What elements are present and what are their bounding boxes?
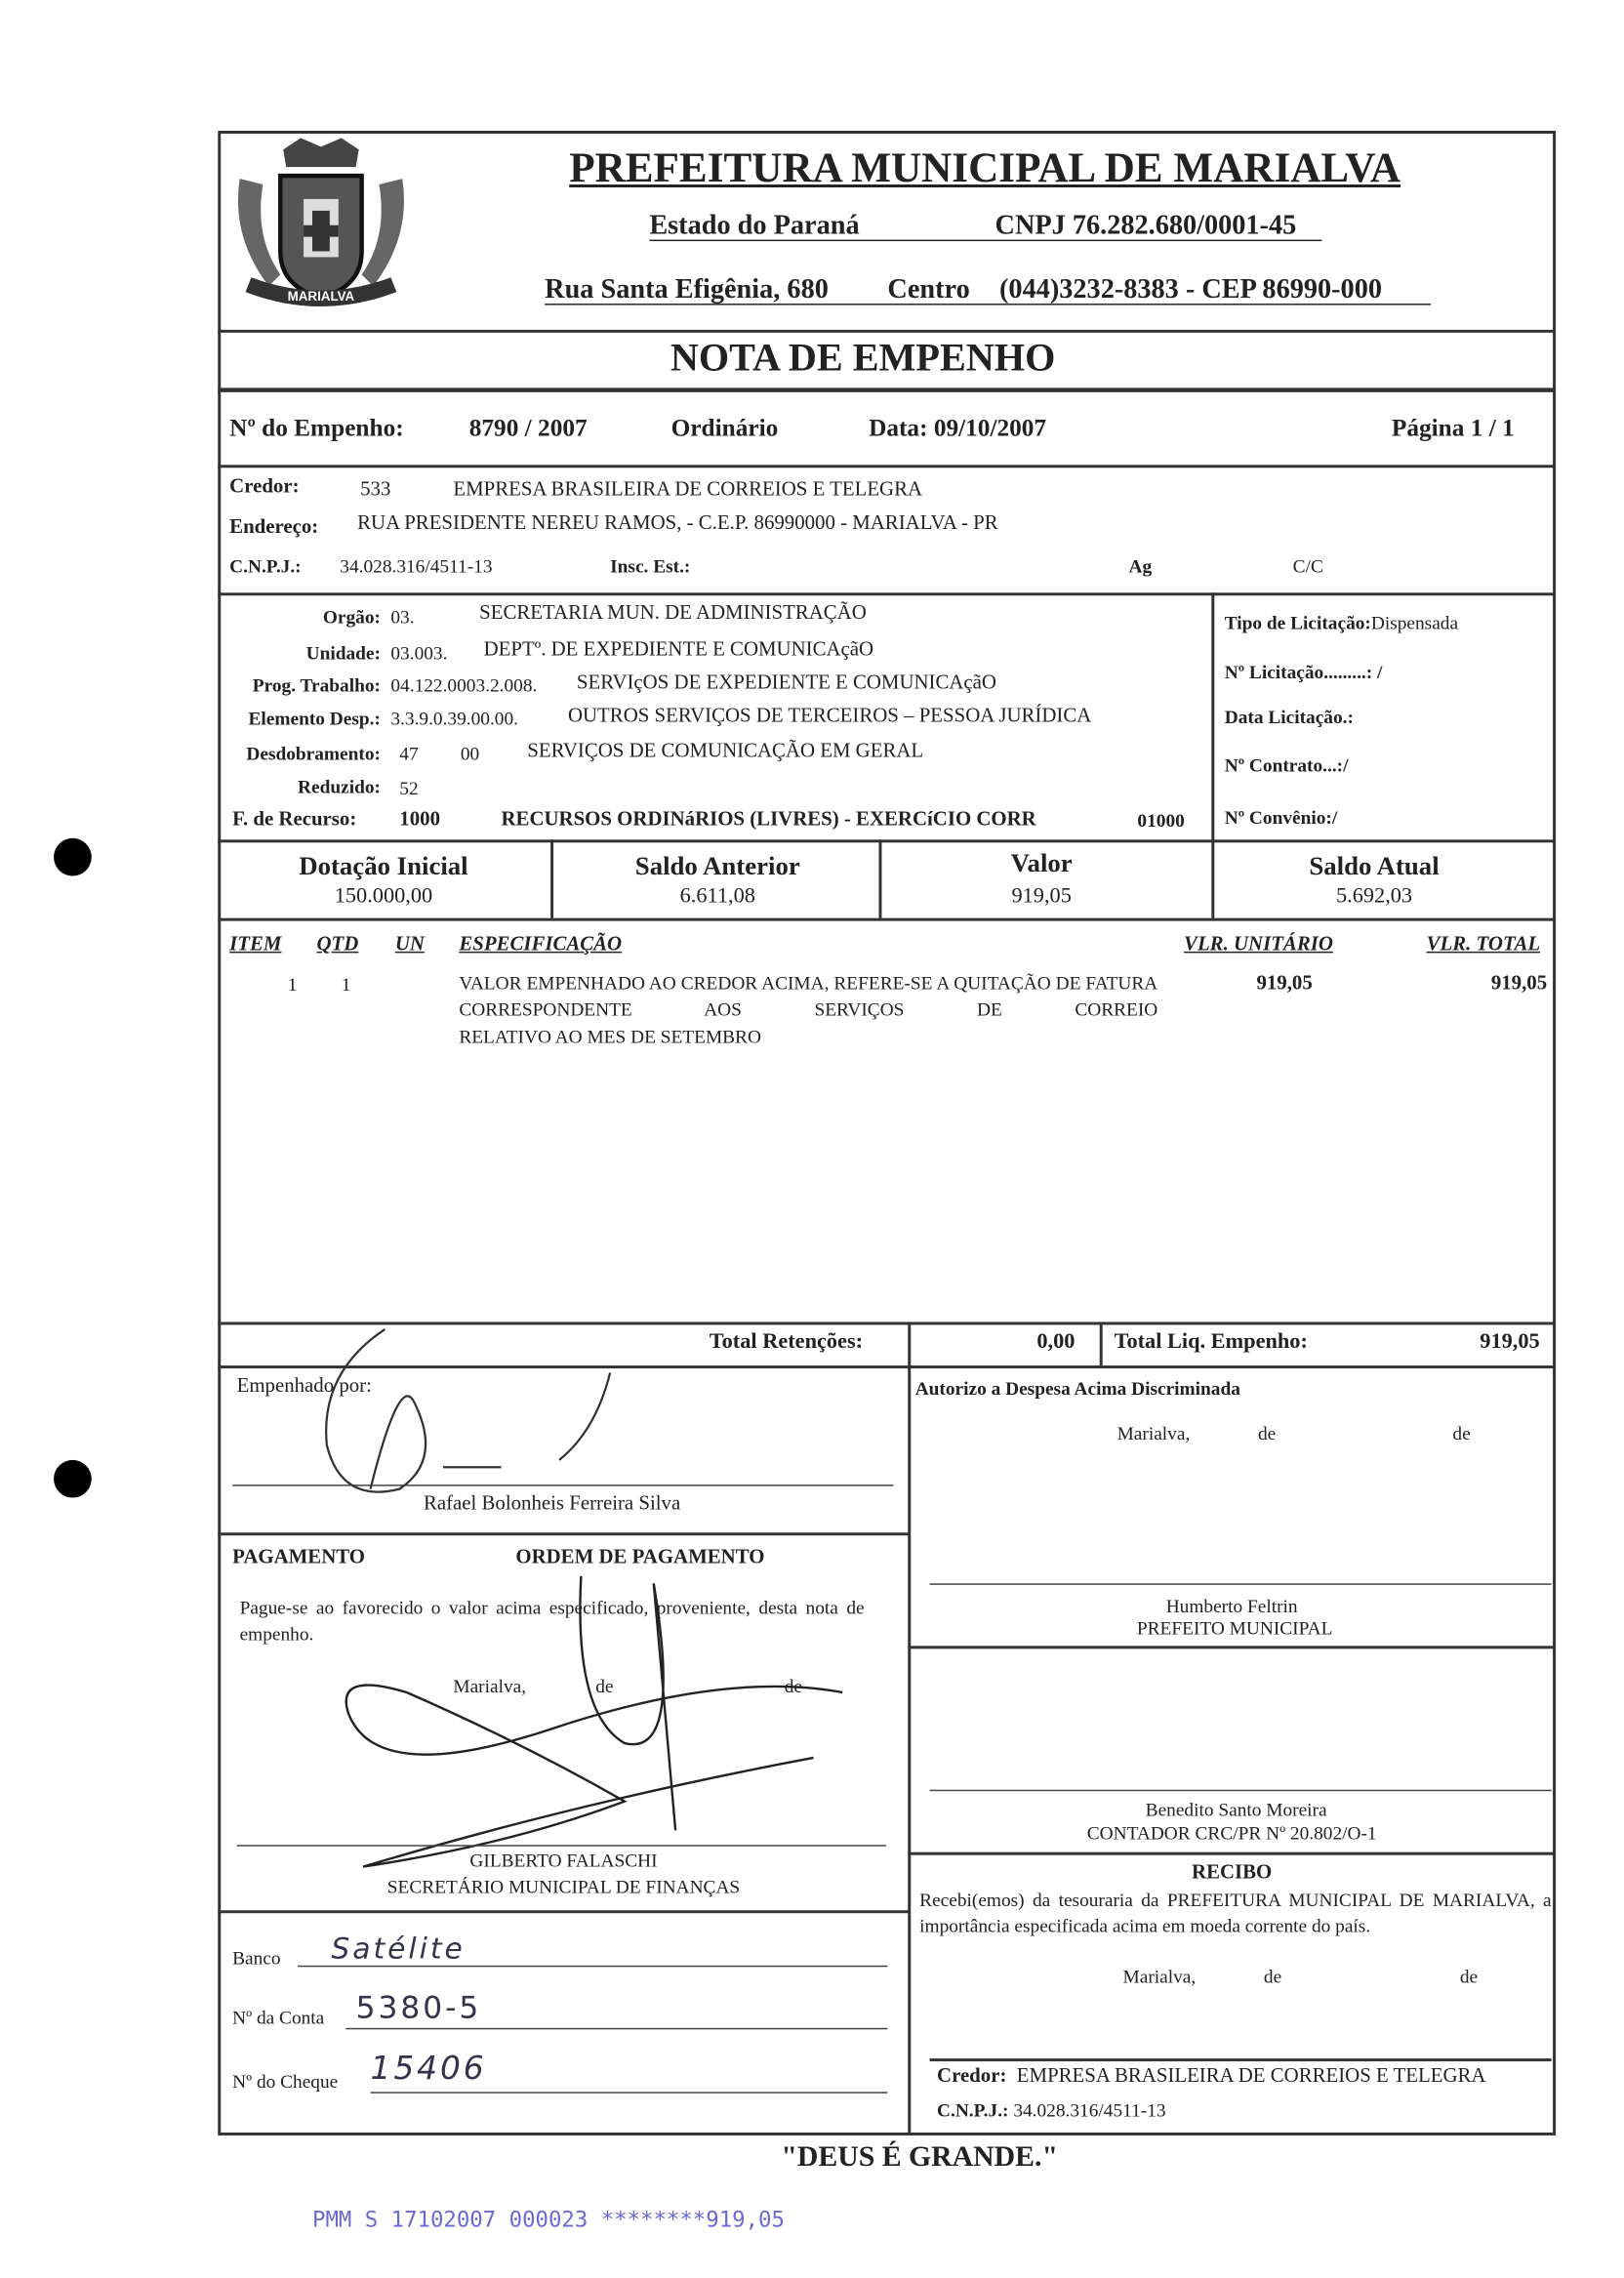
item-number: 1 bbox=[287, 973, 298, 996]
recurso-code: 1000 bbox=[399, 809, 440, 832]
contador-name: Benedito Santo Moreira bbox=[1145, 1798, 1327, 1820]
col-qtd: QTD bbox=[316, 934, 359, 956]
reduzido-label: Reduzido: bbox=[298, 775, 381, 798]
signature-empenhado bbox=[312, 1315, 646, 1518]
empenho-type: Ordinário bbox=[670, 414, 779, 442]
saldo-atual-value: 5.692,03 bbox=[1335, 884, 1413, 909]
autorizo-city: Marialva, bbox=[1116, 1422, 1191, 1444]
unidade-label: Unidade: bbox=[305, 641, 381, 665]
recurso: RECURSOS ORDINáRIOS (LIVRES) - EXERCíCIO CORR bbox=[501, 809, 1036, 832]
payment-stamp: PMM S 17102007 000023 ********919,05 bbox=[312, 2206, 785, 2233]
conta-value: 5380-5 bbox=[355, 1990, 482, 2025]
saldo-anterior-value: 6.611,08 bbox=[679, 884, 755, 909]
punch-hole bbox=[54, 838, 92, 876]
saldo-anterior-label: Saldo Anterior bbox=[634, 851, 800, 880]
recibo-de: de bbox=[1263, 1965, 1282, 1988]
ag-label: Ag bbox=[1128, 554, 1153, 577]
orgao: SECRETARIA MUN. DE ADMINISTRAÇÃO bbox=[479, 602, 867, 626]
credor-cnpj: 34.028.316/4511-13 bbox=[340, 554, 493, 577]
prog-code: 04.122.0003.2.008. bbox=[390, 673, 538, 696]
prefeito-title: PREFEITO MUNICIPAL bbox=[1136, 1616, 1333, 1639]
recurso-code-2: 01000 bbox=[1137, 809, 1185, 832]
svg-text:MARIALVA: MARIALVA bbox=[287, 289, 355, 305]
empenhado-por-label: Empenhado por: bbox=[236, 1375, 372, 1398]
licitacao-date: Data Licitação.: bbox=[1224, 706, 1354, 728]
saldo-atual-label: Saldo Atual bbox=[1309, 851, 1440, 880]
cnpj-label: C.N.P.J.: bbox=[229, 554, 302, 577]
desdobramento: SERVIÇOS DE COMUNICAÇÃO EM GERAL bbox=[527, 741, 924, 763]
pagamento-de: de bbox=[784, 1675, 803, 1697]
recibo-city: Marialva, bbox=[1122, 1965, 1197, 1988]
contrato-number: Nº Contrato...:/ bbox=[1224, 753, 1349, 776]
recurso-label: F. de Recurso: bbox=[232, 809, 357, 832]
insc-est-label: Insc. Est.: bbox=[610, 554, 691, 577]
col-especificacao: ESPECIFICAÇÃO bbox=[459, 934, 623, 956]
item-total-value: 919,05 bbox=[1490, 973, 1548, 996]
banco-value: Satélite bbox=[331, 1931, 466, 1966]
reduzido-code: 52 bbox=[399, 777, 419, 799]
empenho-date: Data: 09/10/2007 bbox=[869, 414, 1047, 442]
orgao-code: 03. bbox=[390, 605, 415, 628]
tipo-licitacao: Dispensada bbox=[1370, 611, 1459, 633]
dotacao-inicial-label: Dotação Inicial bbox=[299, 851, 468, 880]
prefeito-name: Humberto Feltrin bbox=[1165, 1595, 1298, 1617]
dotacao-inicial-value: 150.000,00 bbox=[334, 884, 433, 909]
unidade-code: 03.003. bbox=[390, 641, 448, 665]
credor-code: 533 bbox=[360, 479, 391, 502]
secretario-title: SECRETÁRIO MUNICIPAL DE FINANÇAS bbox=[386, 1875, 741, 1897]
banco-label: Banco bbox=[232, 1946, 281, 1969]
autorizo-label: Autorizo a Despesa Acima Discriminada bbox=[914, 1377, 1240, 1400]
col-vlr-unitario: VLR. UNITÁRIO bbox=[1184, 934, 1333, 956]
state-line bbox=[649, 212, 1321, 241]
phone-cep: (044)3232-8383 - CEP 86990-000 bbox=[999, 274, 1382, 305]
item-qtd: 1 bbox=[341, 973, 351, 996]
item-unit-value: 919,05 bbox=[1256, 973, 1313, 996]
total-retencoes-label: Total Retenções: bbox=[709, 1330, 864, 1355]
address-line bbox=[545, 276, 1431, 305]
valor-label: Valor bbox=[1010, 848, 1073, 877]
unidade: DEPTº. DE EXPEDIENTE E COMUNICAçãO bbox=[483, 638, 874, 662]
district: Centro bbox=[887, 274, 970, 305]
signature-secretario bbox=[291, 1540, 872, 1889]
prog-label: Prog. Trabalho: bbox=[252, 673, 381, 696]
total-liquido-label: Total Liq. Empenho: bbox=[1114, 1330, 1308, 1355]
pagamento-label: PAGAMENTO bbox=[232, 1547, 365, 1569]
recibo-credor-label: Credor: bbox=[937, 2065, 1007, 2088]
col-un: UN bbox=[394, 934, 425, 956]
conta-label: Nº da Conta bbox=[232, 2006, 325, 2028]
document-title: NOTA DE EMPENHO bbox=[670, 335, 1056, 380]
credor-name: EMPRESA BRASILEIRA DE CORREIOS E TELEGRA bbox=[453, 479, 923, 502]
recibo-text: Recebi(emos) da tesouraria da PREFEITURA MUNICIPAL DE MARIALVA, a importância especificada acima em moeda corrente do país. bbox=[919, 1888, 1552, 1937]
desdobramento-code: 47 bbox=[399, 742, 419, 764]
autorizo-de: de bbox=[1257, 1422, 1277, 1444]
pagamento-de: de bbox=[595, 1675, 614, 1697]
municipality-cnpj: CNPJ 76.282.680/0001-45 bbox=[995, 210, 1297, 242]
coat-of-arms-logo bbox=[225, 135, 417, 326]
elemento: OUTROS SERVIÇOS DE TERCEIROS – PESSOA JURÍDICA bbox=[567, 706, 1092, 728]
recibo-cnpj-label: C.N.P.J.: bbox=[937, 2098, 1009, 2122]
empenho-number-label: Nº do Empenho: bbox=[229, 414, 404, 442]
elemento-label: Elemento Desp.: bbox=[248, 707, 381, 730]
desdobramento-sub: 00 bbox=[460, 742, 480, 764]
item-specification-end: RELATIVO AO MES DE SETEMBRO bbox=[459, 1025, 761, 1048]
cheque-label: Nº do Cheque bbox=[232, 2069, 339, 2093]
col-vlr-total: VLR. TOTAL bbox=[1426, 934, 1541, 956]
motto: "DEUS É GRANDE." bbox=[781, 2140, 1058, 2174]
pagamento-text: Pague-se ao favorecido o valor acima especificado, proveniente, desta nota de empenho. bbox=[239, 1596, 865, 1645]
pagamento-city: Marialva, bbox=[453, 1675, 527, 1697]
valor-value: 919,05 bbox=[1011, 884, 1072, 909]
total-retencoes-value: 0,00 bbox=[1036, 1330, 1076, 1355]
ordem-pagamento-label: ORDEM DE PAGAMENTO bbox=[515, 1547, 765, 1569]
cc-label: C/C bbox=[1292, 554, 1323, 577]
address-label: Endereço: bbox=[229, 516, 319, 540]
recibo-de: de bbox=[1459, 1965, 1479, 1988]
recibo-credor: EMPRESA BRASILEIRA DE CORREIOS E TELEGRA bbox=[1016, 2065, 1486, 2088]
empenhado-por-name: Rafael Bolonheis Ferreira Silva bbox=[423, 1493, 681, 1516]
convenio-number: Nº Convênio:/ bbox=[1224, 806, 1338, 829]
prog: SERVIçOS DE EXPEDIENTE E COMUNICAçãO bbox=[576, 672, 996, 695]
recibo-cnpj: 34.028.316/4511-13 bbox=[1013, 2098, 1166, 2122]
secretario-name: GILBERTO FALASCHI bbox=[469, 1849, 658, 1872]
contador-title: CONTADOR CRC/PR Nº 20.802/O-1 bbox=[1086, 1821, 1377, 1844]
autorizo-de: de bbox=[1452, 1422, 1471, 1444]
punch-hole bbox=[54, 1460, 92, 1498]
empenho-number: 8790 / 2007 bbox=[468, 414, 588, 442]
tipo-licitacao-label: Tipo de Licitação: bbox=[1224, 611, 1371, 633]
orgao-label: Orgão: bbox=[322, 605, 381, 628]
desdobramento-label: Desdobramento: bbox=[246, 742, 381, 764]
credor-label: Credor: bbox=[229, 476, 300, 499]
state: Estado do Paraná bbox=[649, 210, 860, 242]
total-liquido-value: 919,05 bbox=[1480, 1330, 1540, 1355]
recibo-label: RECIBO bbox=[1192, 1862, 1273, 1885]
col-item: ITEM bbox=[229, 934, 282, 956]
cheque-value: 15406 bbox=[370, 2051, 487, 2088]
street: Rua Santa Efigênia, 680 bbox=[545, 274, 829, 305]
elemento-code: 3.3.9.0.39.00.00. bbox=[390, 707, 518, 730]
item-specification: VALOR EMPENHADO AO CREDOR ACIMA, REFERE-SE A QUITAÇÃO DE FATURA CORRESPONDENTE AOS SERVIÇOS DE CORREIO bbox=[459, 971, 1158, 1020]
credor-address: RUA PRESIDENTE NEREU RAMOS, - C.E.P. 86990000 - MARIALVA - PR bbox=[357, 512, 998, 535]
page-number: Página 1 / 1 bbox=[1391, 414, 1515, 442]
licitacao-number: Nº Licitação.........: / bbox=[1224, 661, 1383, 683]
municipality-title: PREFEITURA MUNICIPAL DE MARIALVA bbox=[569, 144, 1401, 192]
